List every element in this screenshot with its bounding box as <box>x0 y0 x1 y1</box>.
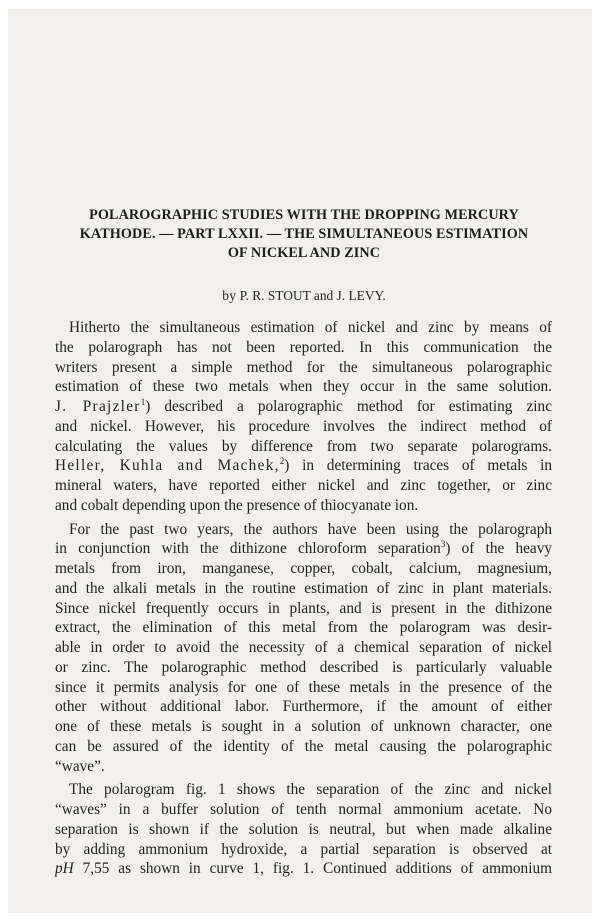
paragraph-2 <box>55 520 552 777</box>
title-line: POLAROGRAPHIC STUDIES WITH THE DROPPING MERCURY <box>89 207 519 223</box>
text-line: and nickel. However, his procedure involves the indirect method of <box>55 417 552 435</box>
text-line: estimation of these two metals when they occur in the same solution. <box>55 378 552 396</box>
text-line: or zinc. The polarographic method described is particularly valuable <box>55 658 552 676</box>
text-line: For the past two years, the authors have been using the polarograph <box>69 520 552 538</box>
text-line: writers present a simple method for the simultaneous polarographic <box>55 358 552 376</box>
byline-authors: P. R. STOUT and J. LEVY. <box>239 288 386 303</box>
cited-authors: Heller, Kuhla and Machek, <box>55 457 280 475</box>
paragraph-3 <box>55 780 552 879</box>
text-line <box>55 539 552 559</box>
text-line <box>55 456 552 476</box>
text-line: “waves” in a buffer solution of tenth normal ammonium acetate. No <box>55 801 552 818</box>
text-span: ) in determining traces of metals in <box>284 457 552 475</box>
paragraph-1 <box>55 318 552 516</box>
text-line: able in order to avoid the necessity of a chemical separation of nickel <box>55 639 552 656</box>
byline-by: by <box>222 288 237 303</box>
text-line: can be assured of the identity of the metal causing the polarographic <box>55 737 552 755</box>
title-line: KATHODE. — PART LXXII. — THE SIMULTANEOUS ESTIMATION <box>79 226 529 242</box>
text-line: since it permits analysis for one of these metals in the presence of the <box>55 678 552 696</box>
byline <box>56 288 552 304</box>
text-line: other without additional labor. Furthermore, if the amount of either <box>55 698 552 716</box>
text-line: Since nickel frequently occurs in plants, and is present in the dithizone <box>55 599 552 617</box>
article-title <box>56 206 552 263</box>
text-line: metals from iron, manganese, copper, cobalt, calcium, magnesium, <box>55 560 552 577</box>
article-body <box>55 318 552 879</box>
text-line: The polarogram fig. 1 shows the separation of the zinc and nickel <box>69 781 552 799</box>
text-line: “wave”. <box>55 757 105 775</box>
text-line: and cobalt depending upon the presence of thiocyanate ion. <box>55 496 419 514</box>
text-line: by adding ammonium hydroxide, a partial separation is observed at <box>55 840 552 858</box>
text-line <box>55 397 552 417</box>
title-line: OF NICKEL AND ZINC <box>227 245 381 261</box>
text-line: one of these metals is sought in a solution of unknown character, one <box>55 718 552 735</box>
text-line: separation is shown if the solution is neutral, but when made alkaline <box>55 820 552 838</box>
cited-author: J. Prajzler <box>55 398 141 415</box>
text-span: ) described a polarographic method for estimating zinc <box>145 398 552 415</box>
text-span: 7,55 as shown in curve 1, fig. 1. Continued additions of ammonium <box>73 860 552 878</box>
text-line: calculating the values by difference from two separate polarograms. <box>55 437 552 455</box>
text-line: extract, the elimination of this metal from the polarogram was desir- <box>55 619 552 637</box>
text-line: mineral waters, have reported either nickel and zinc together, or zinc <box>55 477 552 494</box>
text-span: ) of the heavy <box>445 540 552 558</box>
text-line: and the alkali metals in the routine estimation of zinc in plant materials. <box>55 579 552 597</box>
footnote-ref: 2 <box>279 456 285 467</box>
ph-symbol: pH <box>55 860 74 878</box>
text-line <box>55 859 552 879</box>
footnote-ref: 3 <box>440 539 446 550</box>
text-line: Hitherto the simultaneous estimation of nickel and zinc by means of <box>69 319 552 336</box>
text-line: the polarograph has not been reported. In this communication the <box>55 338 552 356</box>
text-span: in conjunction with the dithizone chloroform separation <box>55 540 441 558</box>
footnote-ref: 1 <box>140 396 146 407</box>
